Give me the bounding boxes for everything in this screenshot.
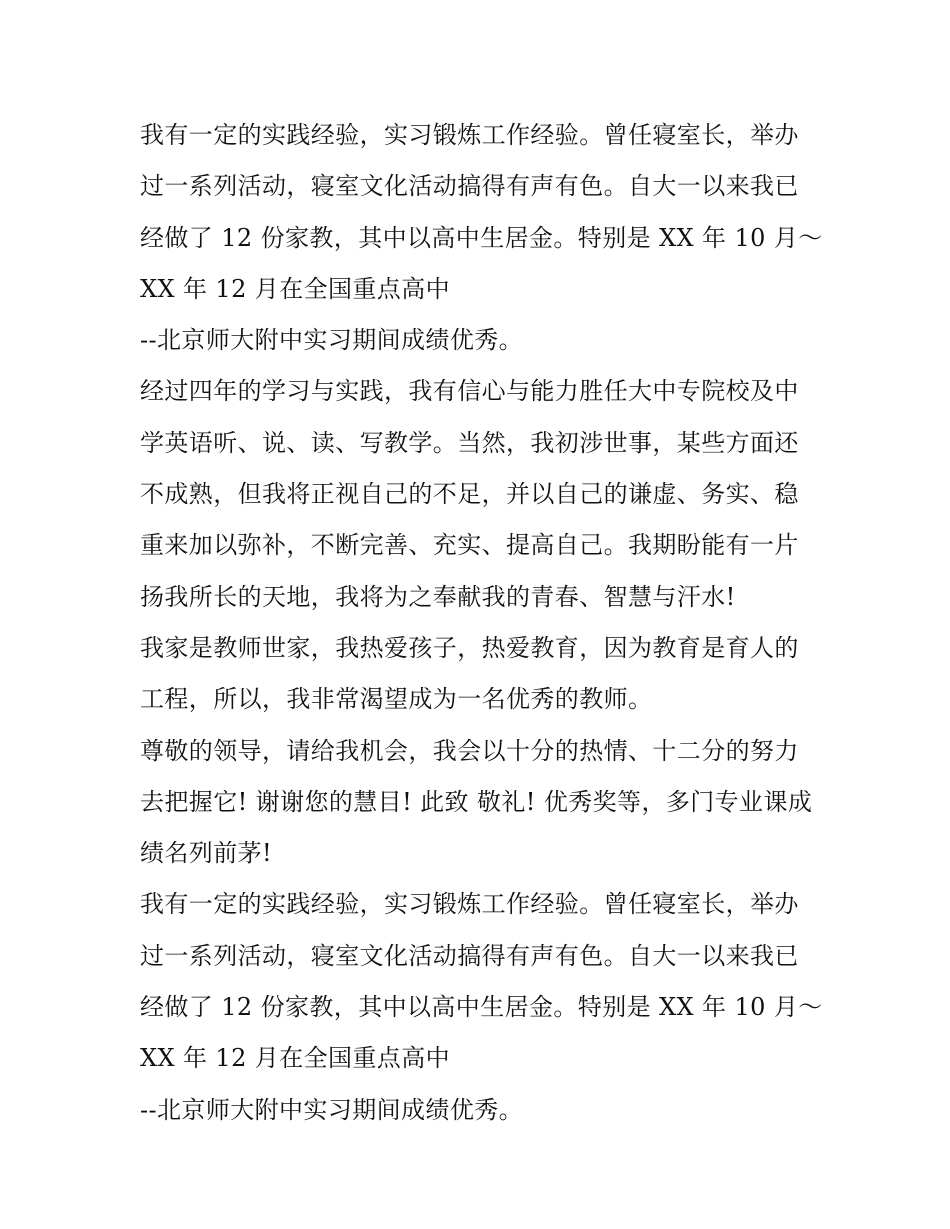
- text-line-14: 去把握它! 谢谢您的慧目! 此致 敬礼! 优秀奖等，多门专业课成: [140, 787, 813, 816]
- document-body: [140, 110, 823, 1136]
- text-line-19: XX 年 12 月在全国重点高中: [140, 1044, 450, 1073]
- text-line-1: 我有一定的实践经验，实习锻炼工作经验。曾任寝室长，举办: [140, 121, 799, 149]
- text-line-8: 不成熟，但我将正视自己的不足，并以自己的谦虚、务实、稳: [140, 480, 799, 509]
- text-line-11: 我家是教师世家，我热爱孩子，热爱教育，因为教育是育人的: [140, 633, 799, 662]
- text-line-10: 扬我所长的天地，我将为之奉献我的青春、智慧与汗水!: [140, 582, 736, 611]
- text-line-18: 经做了 12 份家教，其中以高中生居金。特别是 XX 年 10 月～: [140, 993, 823, 1022]
- text-line-17: 过一系列活动，寝室文化活动搞得有声有色。自大一以来我已: [140, 941, 799, 970]
- text-line-6: 经过四年的学习与实践，我有信心与能力胜任大中专院校及中: [140, 377, 799, 406]
- text-line-13: 尊敬的领导，请给我机会，我会以十分的热情、十二分的努力: [140, 736, 799, 765]
- text-line-15: 绩名列前茅!: [140, 839, 273, 868]
- text-line-16: 我有一定的实践经验，实习锻炼工作经验。曾任寝室长，举办: [140, 890, 799, 919]
- text-line-3: 经做了 12 份家教，其中以高中生居金。特别是 XX 年 10 月～: [140, 223, 823, 252]
- text-line-9: 重来加以弥补，不断完善、充实、提高自己。我期盼能有一片: [140, 531, 799, 560]
- text-line-7: 学英语听、说、读、写教学。当然，我初涉世事，某些方面还: [140, 428, 799, 457]
- text-line-12: 工程，所以，我非常渴望成为一名优秀的教师。: [140, 685, 653, 714]
- text-line-20: --北京师大附中实习期间成绩优秀。: [140, 1095, 524, 1124]
- text-line-5: --北京师大附中实习期间成绩优秀。: [140, 326, 524, 355]
- text-line-2: 过一系列活动，寝室文化活动搞得有声有色。自大一以来我已: [140, 172, 799, 201]
- text-line-4: XX 年 12 月在全国重点高中: [140, 274, 450, 303]
